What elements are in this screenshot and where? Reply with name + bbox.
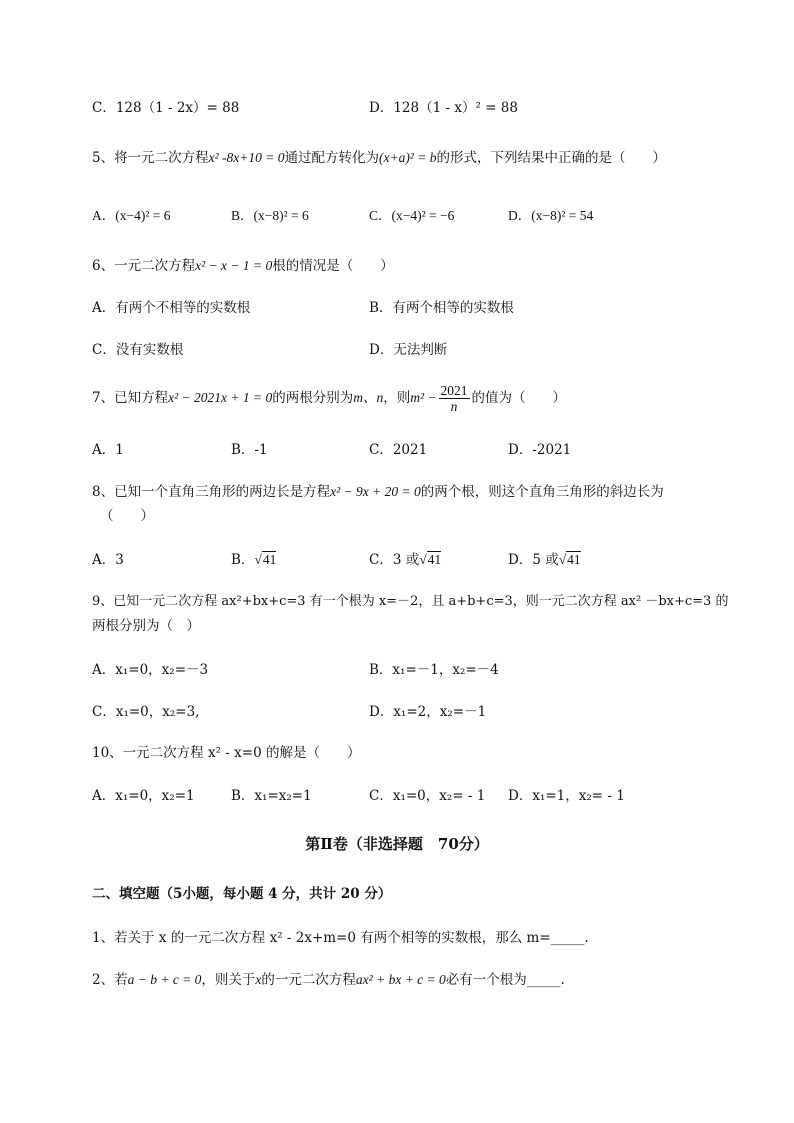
q8-stem — [92, 482, 664, 502]
q8-sqrt-41 — [419, 550, 441, 570]
q8-option-c — [369, 550, 441, 570]
radical-sign: √ — [558, 552, 567, 567]
q7-fraction-denominator: n — [450, 399, 458, 414]
q6-option-a: A．有两个不相等的实数根 — [92, 300, 251, 316]
q5-stem-part: 通过配方转化为 — [284, 150, 379, 166]
q5-target-form: (x+a)² = b — [378, 150, 437, 165]
q6-equation: x² − x − 1 = 0 — [195, 258, 273, 273]
q5-equation: x² -8x+10 = 0 — [208, 150, 285, 165]
q7-expression: m² − — [410, 390, 437, 405]
fill2-stem-part: 的一元二次方程 — [261, 972, 356, 988]
q6-option-b: B．有两个相等的实数根 — [369, 300, 514, 316]
q8-option-label: D．5 或 — [508, 552, 559, 568]
q10-option-d: D．x₁=1，x₂= - 1 — [508, 788, 625, 804]
q7-fraction-numerator: 2021 — [440, 383, 468, 398]
q5-option-c: C．(x−4)² = −6 — [369, 208, 455, 223]
q7-option-b: B．-1 — [231, 442, 268, 458]
radicand: 41 — [427, 552, 442, 567]
fill2-stem-part: 2、若 — [92, 972, 128, 988]
q8-option-b — [231, 550, 276, 570]
q8-option-label: B． — [231, 552, 255, 568]
q5-stem-part: 的形式，下列结果中正确的是（ ） — [436, 150, 666, 166]
q10-option-c: C．x₁=0，x₂= - 1 — [369, 788, 486, 804]
q9-option-a: A．x₁=0，x₂=－3 — [92, 662, 209, 678]
q5-stem — [92, 148, 666, 168]
q8-option-label: C．3 或 — [369, 552, 420, 568]
q9-option-d: D．x₁=2，x₂=－1 — [369, 704, 487, 720]
part2-title: 第Ⅱ卷（非选择题 70分） — [305, 835, 489, 853]
radical-sign: √ — [254, 552, 262, 567]
q7-stem-part: 的值为（ ） — [471, 390, 567, 406]
q8-stem-part: 8、已知一个直角三角形的两边长是方程 — [92, 484, 331, 500]
q9-option-b: B．x₁=－1，x₂=－4 — [369, 662, 499, 678]
q8-option-d — [508, 550, 581, 570]
q7-equation: x² − 2021x + 1 = 0 — [168, 390, 273, 405]
q5-option-a: A．(x−4)² = 6 — [92, 208, 171, 223]
section2-title: 二、填空题（5小题，每小题 4 分，共计 20 分） — [92, 886, 392, 902]
fill2-stem-part: ，则关于 — [201, 972, 256, 988]
fill-question-2 — [92, 970, 565, 990]
q7-option-d: D．-2021 — [508, 442, 572, 458]
fill-question-1: 1、若关于 x 的一元二次方程 x² - 2x+m=0 有两个相等的实数根，那么 m=_____. — [92, 930, 589, 946]
q7-stem-part: 的两根分别为 — [272, 390, 354, 406]
q5-stem-part: 5、将一元二次方程 — [92, 150, 209, 166]
q7-stem-part: 7、已知方程 — [92, 390, 169, 406]
q7-fraction — [439, 383, 470, 414]
q9-option-c: C．x₁=0，x₂=3, — [92, 704, 200, 720]
q7-option-c: C．2021 — [369, 442, 428, 458]
q7-stem — [92, 382, 566, 414]
radicand: 41 — [567, 552, 581, 567]
q6-stem — [92, 256, 394, 276]
q6-option-c: C．没有实数根 — [92, 342, 184, 358]
q5-option-b: B．(x−8)² = 6 — [231, 208, 309, 223]
q10-option-b: B．x₁=x₂=1 — [231, 788, 312, 804]
fill2-variable: x — [255, 972, 262, 987]
q8-sqrt-41 — [254, 550, 276, 570]
q9-stem-line1: 9、已知一元二次方程 ax²+bx+c=3 有一个根为 x=－2，且 a+b+c=3，则一元二次方程 ax² －bx+c=3 的 — [92, 594, 729, 609]
radical-sign: √ — [419, 552, 427, 567]
q8-stem-part: 的两个根，则这个直角三角形的斜边长为 — [420, 484, 664, 500]
radicand: 41 — [262, 552, 277, 567]
q7-roots: m、n — [353, 390, 384, 405]
q6-stem-part: 根的情况是（ ） — [272, 258, 394, 274]
q8-sqrt-41 — [559, 550, 581, 570]
q6-option-d: D．无法判断 — [369, 342, 448, 358]
q10-stem: 10、一元二次方程 x² - x=0 的解是（ ） — [92, 745, 361, 761]
q4-option-d: D．128（1 - x）² = 88 — [369, 100, 518, 116]
q8-option-a: A．3 — [92, 552, 124, 568]
q5-option-d: D．(x−8)² = 54 — [508, 208, 594, 223]
q7-option-a: A．1 — [92, 442, 124, 458]
q7-stem-part: ，则 — [383, 390, 411, 406]
q4-option-c: C．128（1 - 2x）= 88 — [92, 100, 240, 116]
fill2-equation: ax² + bx + c = 0 — [355, 972, 446, 987]
q10-option-a: A．x₁=0，x₂=1 — [92, 788, 195, 804]
q9-stem-line2: 两根分别为（ ） — [92, 618, 200, 634]
q6-stem-part: 6、一元二次方程 — [92, 258, 196, 274]
fill2-stem-part: 必有一个根为_____. — [445, 972, 565, 988]
q8-answer-blank: （ ） — [100, 508, 154, 524]
fill2-condition: a − b + c = 0 — [127, 972, 202, 987]
q8-equation: x² − 9x + 20 = 0 — [330, 484, 421, 499]
